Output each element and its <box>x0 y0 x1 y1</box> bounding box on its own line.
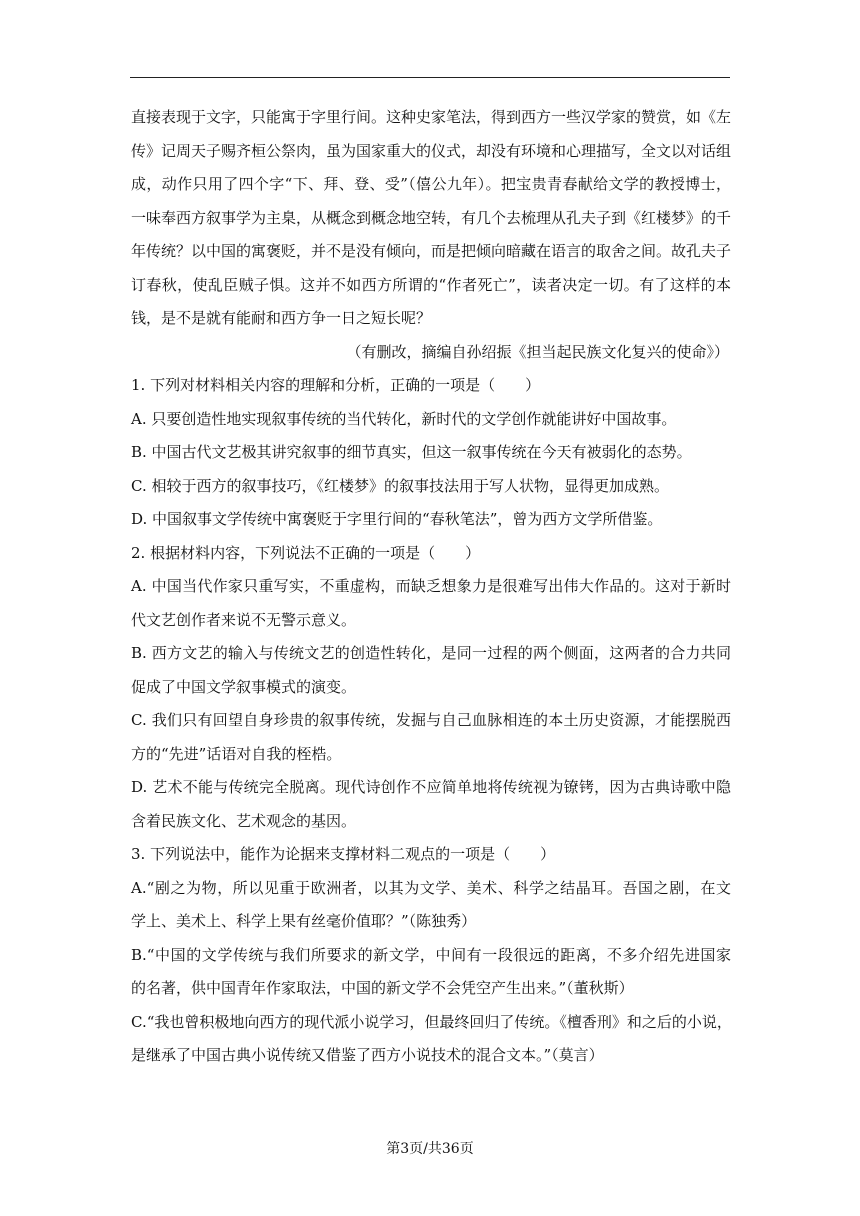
option-c: C. 我们只有回望自身珍贵的叙事传统，发掘与自己血脉相连的本土历史资源，才能摆脱西 <box>131 711 731 729</box>
option-a: A.“剧之为物，所以见重于欧洲者，以其为文学、美术、科学之结晶耳。吾国之剧，在文 <box>131 878 731 897</box>
question-stem: 2. 根据材料内容，下列说法不正确的一项是（ ） <box>131 543 481 562</box>
passage-line: 一味奉西方叙事学为主臬，从概念到概念地空转，有几个去梳理从孔夫子到《红楼梦》的千 <box>131 208 732 227</box>
option-a-continued: 学上、美术上、科学上果有丝毫价值耶？”（陈独秀） <box>131 912 477 930</box>
option-c-continued: 方的“先进”话语对自我的桎梏。 <box>131 744 342 763</box>
header-rule <box>130 77 730 78</box>
option-d: D. 中国叙事文学传统中寓褒贬于字里行间的“春秋笔法”，曾为西方文学所借鉴。 <box>131 510 663 528</box>
option-d-continued: 含着民族文化、艺术观念的基因。 <box>131 811 357 830</box>
option-a-continued: 代文艺创作者来说不无警示意义。 <box>131 610 357 629</box>
page-number: 第3页/共36页 <box>386 1141 474 1157</box>
option-c: C. 相较于西方的叙事技巧，《红楼梦》的叙事技法用于写人状物，显得更加成熟。 <box>131 476 669 495</box>
passage-line: 订春秋，使乱臣贼子惧。这并不如西方所谓的“作者死亡”，读者决定一切。有了这样的本 <box>131 275 731 294</box>
question-stem: 1. 下列对材料相关内容的理解和分析，正确的一项是（ ） <box>131 376 541 394</box>
question-stem: 3. 下列说法中，能作为论据来支撑材料二观点的一项是（ ） <box>131 845 556 863</box>
option-a: A. 中国当代作家只重写实，不重虚构，而缺乏想象力是很难写出伟大作品的。这对于新时 <box>131 577 731 595</box>
option-c: C.“我也曾积极地向西方的现代派小说学习，但最终回归了传统。《檀香刑》和之后的小说， <box>131 1012 732 1031</box>
option-c-continued: 是继承了中国古典小说传统又借鉴了西方小说技术的混合文本。”（莫言） <box>131 1046 604 1064</box>
passage-line: 直接表现于文字，只能寓于字里行间。这种史家笔法，得到西方一些汉学家的赞赏，如《左 <box>131 108 732 126</box>
passage-line: 传》记周天子赐齐桓公祭肉，虽为国家重大的仪式，却没有环境和心理描写，全文以对话组 <box>131 141 732 160</box>
option-b: B.“中国的文学传统与我们所要求的新文学，中间有一段很远的距离，不多介绍先进国家 <box>131 945 731 964</box>
option-b-continued: 促成了中国文学叙事模式的演变。 <box>131 677 357 696</box>
option-a: A. 只要创造性地实现叙事传统的当代转化，新时代的文学创作就能讲好中国故事。 <box>131 409 677 428</box>
passage-line: 钱，是不是就有能耐和西方争一日之短长呢？ <box>131 309 432 327</box>
option-b: B. 中国古代文艺极其讲究叙事的细节真实，但这一叙事传统在今天有被弱化的态势。 <box>131 443 692 461</box>
option-d: D. 艺术不能与传统完全脱离。现代诗创作不应简单地将传统视为镣铐，因为古典诗歌中隐 <box>131 778 731 796</box>
option-b: B. 西方文艺的输入与传统文艺的创造性转化，是同一过程的两个侧面，这两者的合力共同 <box>131 644 731 662</box>
option-b-continued: 的名著，供中国青年作家取法，中国的新文学不会凭空产生出来。”（董秋斯） <box>131 979 634 997</box>
passage-line: 年传统？以中国的寓褒贬，并不是没有倾向，而是把倾向暗藏在语言的取舍之间。故孔夫子 <box>131 242 732 260</box>
source-note: （有删改，摘编自孙绍振《担当起民族文化复兴的使命》） <box>346 342 729 361</box>
page-content <box>131 101 731 1073</box>
passage-line: 成，动作只用了四个字“下、拜、登、受”（僖公九年）。把宝贵青春献给文学的教授博士， <box>131 175 731 193</box>
